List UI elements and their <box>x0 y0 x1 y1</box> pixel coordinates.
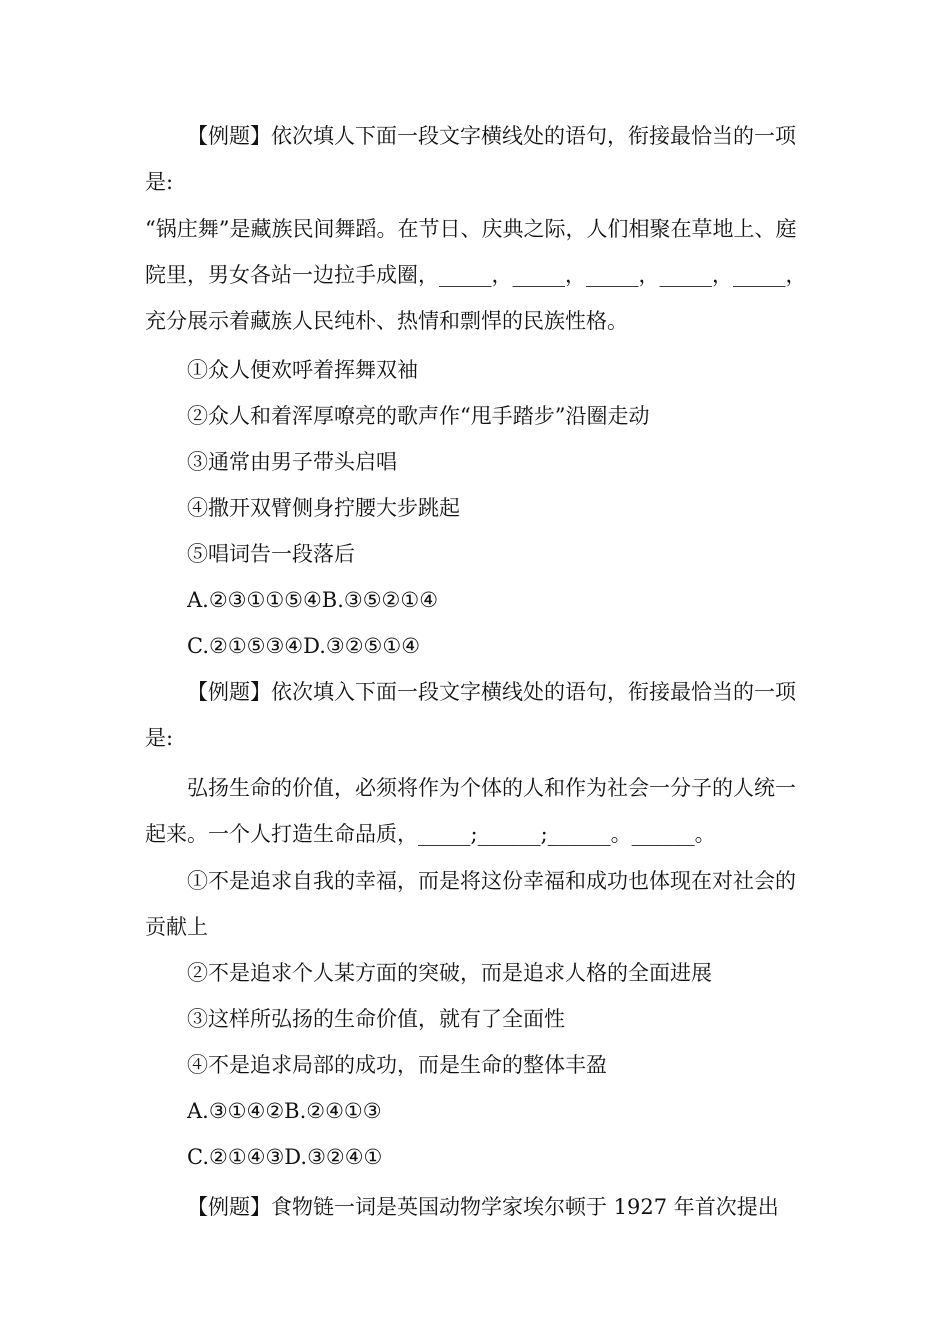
example1-item-5: ⑤唱词告一段落后 <box>187 542 355 566</box>
example1-choices-cd: C.②①⑤③④D.③②⑤①④ <box>187 634 421 658</box>
example2-choices-cd: C.②①④③D.③②④① <box>187 1145 383 1169</box>
example1-item-3: ③通常由男子带头启唱 <box>187 450 397 474</box>
example1-choices-ab: A.②③①①⑤④B.③⑤②①④ <box>187 588 439 612</box>
example1-item-1: ①众人便欢呼着挥舞双袖 <box>187 358 418 382</box>
example2-item-4: ④不是追求局部的成功，而是生命的整体丰盈 <box>187 1053 607 1077</box>
example1-passage: “锅庄舞”是藏族民间舞蹈。在节日、庆典之际，人们相聚在草地上、庭院里，男女各站一边拉手成圈，_____，_____，_____，_____，_____，充分展示着藏族人民纯朴、热情和剽悍的民族性格。 <box>145 217 807 333</box>
example1-item-2: ②众人和着浑厚嘹亮的歌声作“甩手踏步”沿圈走动 <box>187 404 650 428</box>
example2-item-1: ①不是追求自我的幸福，而是将这份幸福和成功也体现在对社会的贡献上 <box>145 869 796 939</box>
example2-choices-ab: A.③①④②B.②④①③ <box>187 1099 382 1123</box>
example2-item-2: ②不是追求个人某方面的突破，而是追求人格的全面进展 <box>187 961 712 985</box>
example1-item-4: ④撒开双臂侧身拧腰大步跳起 <box>187 496 460 520</box>
example2-stem: 【例题】依次填入下面一段文字横线处的语句，衔接最恰当的一项是: <box>145 680 796 750</box>
example2-item-3: ③这样所弘扬的生命价值，就有了全面性 <box>187 1007 565 1031</box>
example1-stem: 【例题】依次填人下面一段文字横线处的语句，衔接最恰当的一项是: <box>145 124 796 194</box>
example3-stem: 【例题】食物链一词是英国动物学家埃尔顿于 1927 年首次提出 <box>187 1195 779 1219</box>
example2-passage: 弘扬生命的价值，必须将作为个体的人和作为社会一分子的人统一起来。一个人打造生命品质，_____;______;______。______。 <box>145 776 796 846</box>
